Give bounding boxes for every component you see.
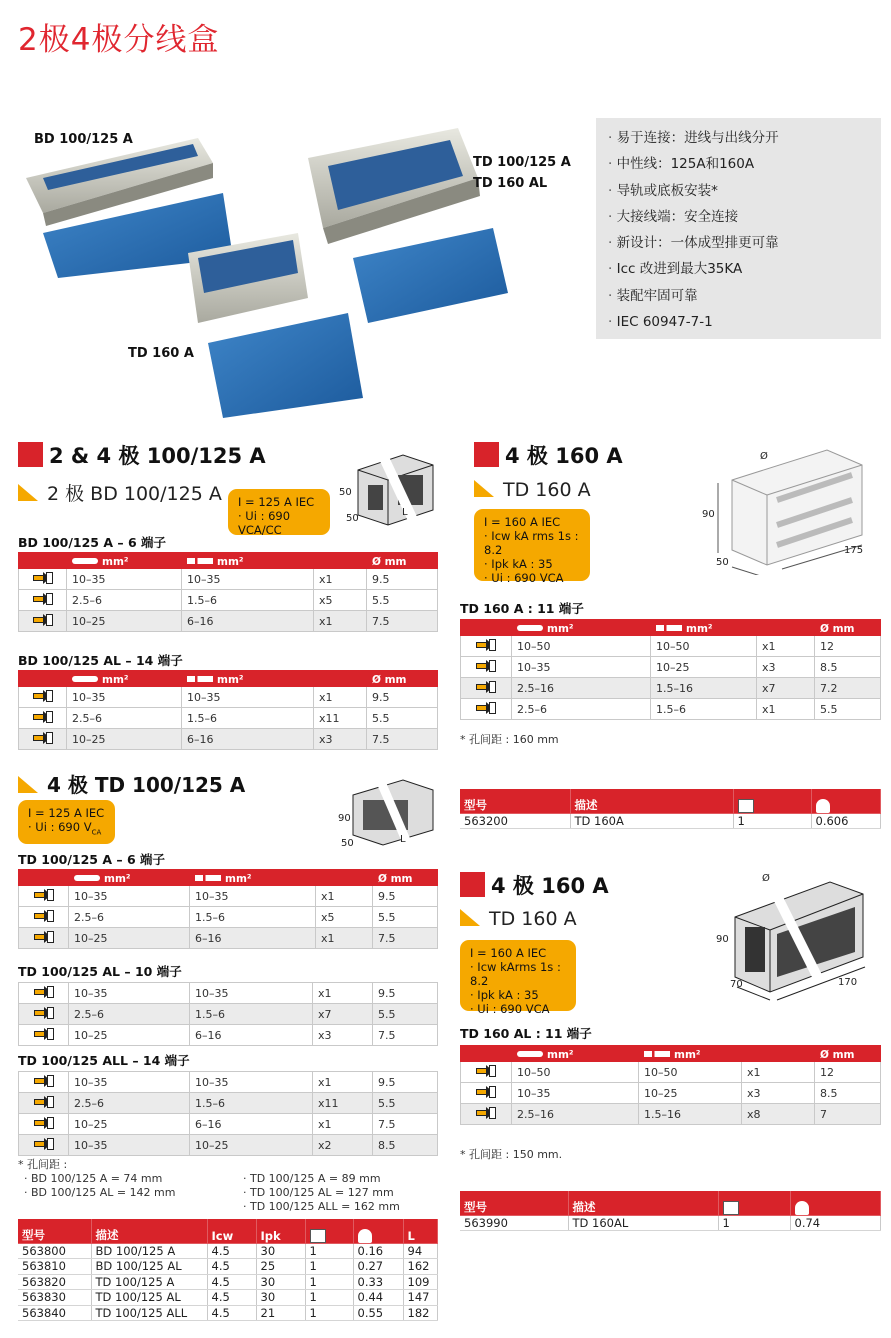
dim-label: 50 (339, 487, 352, 498)
spec-table-s1-t2: mm² mm² Ø mm 10–35 10–35 x1 9.5 2.5–6 1.5–6 x11 5.5 10–25 6–16 x3 7.5 (18, 670, 438, 750)
feature-item: · IEC 60947-7-1 (608, 309, 881, 335)
subsection-title-s3: TD 160 A (474, 479, 591, 501)
spacing-note: * 孔间距 : 150 mm. (460, 1148, 563, 1161)
feature-item: · 易于连接：进线与出线分开 (608, 125, 881, 151)
dim-label: Ø (760, 451, 768, 462)
table-row: 10–50 10–50 x1 12 (461, 636, 881, 657)
terminal-out-icon (34, 931, 54, 943)
spacing-note-2: · TD 100/125 A = 89 mm · TD 100/125 AL = 127 mm · TD 100/125 ALL = 162 mm (243, 1172, 400, 1213)
section-marker (474, 442, 499, 467)
table-row: 10–35 10–25 x3 8.5 (461, 657, 881, 678)
dim-label: 50 (346, 513, 359, 524)
subsection-title-s4: TD 160 A (460, 908, 577, 930)
section-title-s4: 4 极 160 A (460, 870, 609, 900)
dim-label: 90 (338, 813, 351, 824)
section-title-s3: 4 极 160 A (474, 440, 623, 470)
subsection-marker (18, 776, 38, 793)
table-row: 2.5–6 1.5–6 x5 5.5 (19, 907, 438, 928)
feature-list (596, 118, 881, 339)
terminal-out-icon (33, 711, 53, 723)
reference-table-s4: 型号 描述 563990 TD 160AL 1 0.74 (460, 1191, 881, 1231)
spec-table-s3: mm² mm² Ø mm 10–50 10–50 x1 12 10–35 10–25 x3 8.5 2.5–16 1.5–16 x7 7.2 2.5–6 1.5–6 x1 5.5 (460, 619, 881, 720)
dim-label: 175 (844, 545, 864, 556)
table-row: 563830 TD 100/125 AL 4.5 30 1 0.44 147 (18, 1290, 438, 1306)
spec-table-s2-t1: mm² mm² Ø mm 10–35 10–35 x1 9.5 2.5–6 1.5–6 x5 5.5 10–25 6–16 x1 7.5 (18, 869, 438, 949)
table-title: TD 100/125 AL – 10 端子 (18, 964, 182, 979)
table-title: BD 100/125 A – 6 端子 (18, 535, 167, 550)
table-row: 10–35 10–35 x1 9.5 (19, 886, 438, 907)
terminal-out-icon (34, 1096, 54, 1108)
table-row: 10–50 10–50 x1 12 (461, 1062, 881, 1083)
table-row: 10–35 10–35 x1 9.5 (19, 569, 438, 590)
dim-label: 50 (716, 557, 729, 568)
feature-item: · 装配牢固可靠 (608, 283, 881, 309)
feature-item: · 中性线：125A和160A (608, 151, 881, 177)
subsection-title-s1: 2 极 BD 100/125 A (18, 479, 222, 506)
feature-item: · 大接线端：安全连接 (608, 204, 881, 230)
terminal-in-icon (476, 639, 496, 651)
table-row: 563840 TD 100/125 ALL 4.5 21 1 0.55 182 (18, 1305, 438, 1321)
table-row: 10–25 6–16 x3 7.5 (19, 1025, 438, 1046)
table-row: 10–35 10–25 x3 8.5 (461, 1083, 881, 1104)
table-row: 2.5–6 1.5–6 x5 5.5 (19, 590, 438, 611)
td-large-image (308, 128, 480, 244)
terminal-in-icon (33, 572, 53, 584)
terminal-out-icon (33, 593, 53, 605)
td-large-cover-image (353, 228, 508, 323)
section-marker (18, 442, 43, 467)
table-row: 2.5–6 1.5–6 x11 5.5 (19, 1093, 438, 1114)
spec-table-s4: mm² mm² Ø mm 10–50 10–50 x1 12 10–35 10–25 x3 8.5 2.5–16 1.5–16 x8 7 (460, 1045, 881, 1125)
table-row: 10–35 10–35 x1 9.5 (19, 983, 438, 1004)
table-row: 2.5–6 1.5–6 x11 5.5 (19, 708, 438, 729)
dim-label: L (402, 507, 408, 518)
terminal-out-icon (476, 681, 496, 693)
feature-item: · 新设计：一体成型排更可靠 (608, 230, 881, 256)
terminal-out-icon (34, 1138, 54, 1150)
table-title: TD 100/125 A – 6 端子 (18, 852, 166, 867)
dim-label: 50 (341, 838, 354, 849)
feature-item: · Icc 改进到最大35KA (608, 256, 881, 282)
reference-table-s3: 型号 描述 563200 TD 160A 1 0.606 (460, 789, 881, 829)
terminal-in-icon (476, 1065, 496, 1077)
spec-table-s1-t1: mm² mm² Ø mm 10–35 10–35 x1 9.5 2.5–6 1.5–6 x5 5.5 10–25 6–16 x1 7.5 (18, 552, 438, 632)
dim-label: 90 (702, 509, 715, 520)
terminal-out-icon (33, 732, 53, 744)
spacing-note: * 孔间距 : 160 mm (460, 733, 559, 746)
td-small-cover-image (208, 313, 363, 418)
section-title-s1: 2 & 4 极 100/125 A (18, 440, 266, 470)
spec-table-s2-t3 (18, 1071, 438, 1156)
spec-box-s4: I = 160 A IEC · Icw kArms 1s : 8.2 · Ipk kA : 35 · Ui : 690 VCA (460, 940, 576, 1011)
package-icon (738, 799, 754, 813)
package-icon (310, 1229, 326, 1243)
table-title: TD 100/125 ALL – 14 端子 (18, 1053, 190, 1068)
spec-box-s1: I = 125 A IEC · Ui : 690 VCA/CC (228, 489, 330, 535)
weight-icon (358, 1229, 372, 1243)
spec-table-s2-t2 (18, 982, 438, 1046)
reference-table-s2: 型号 描述 Icw Ipk L 563800 BD 100/125 A 4.5 30 1 0.16 94 563810 BD 100/125 AL 4.5 25 1 0.27 162 563820 TD 100/125 A 4.5 30 1 0.33 109 563830 TD 100/125 AL 4.5 30 1 0.44 147 563840 TD 100/125 ALL 4.5 21 1 0.55 182 (18, 1219, 438, 1321)
terminal-out-icon (34, 910, 54, 922)
terminal-in-icon (34, 986, 54, 998)
package-icon (723, 1201, 739, 1215)
table-row: 563810 BD 100/125 AL 4.5 25 1 0.27 162 (18, 1259, 438, 1275)
table-title: BD 100/125 AL – 14 端子 (18, 653, 183, 668)
terminal-out-icon (476, 1086, 496, 1098)
table-row: 10–25 6–16 x1 7.5 (19, 928, 438, 949)
table-row: 10–35 10–25 x2 8.5 (19, 1135, 438, 1156)
subsection-title-s2: 4 极 TD 100/125 A (18, 769, 245, 798)
photo-label-td160: TD 160 A (128, 346, 194, 361)
terminal-in-icon (34, 889, 54, 901)
terminal-out-icon (476, 660, 496, 672)
subsection-marker (18, 484, 38, 501)
table-title: TD 160 AL : 11 端子 (460, 1026, 592, 1041)
spec-box-s3: I = 160 A IEC · Icw kA rms 1s : 8.2 · Ipk kA : 35 · Ui : 690 VCA (474, 509, 590, 581)
table-row: 563990 TD 160AL 1 0.74 (460, 1215, 881, 1231)
weight-icon (816, 799, 830, 813)
table-row: 2.5–6 1.5–6 x1 5.5 (461, 699, 881, 720)
photo-label-td100: TD 100/125 A (473, 155, 571, 170)
table-title: TD 160 A : 11 端子 (460, 601, 584, 616)
dim-label: Ø (762, 873, 770, 884)
terminal-in-icon (33, 690, 53, 702)
table-row: 2.5–16 1.5–16 x8 7 (461, 1104, 881, 1125)
terminal-out-icon (34, 1028, 54, 1040)
table-row: 10–25 6–16 x1 7.5 (19, 611, 438, 632)
dim-label: 170 (838, 977, 858, 988)
terminal-out-icon (476, 702, 496, 714)
table-row: 10–35 10–35 x1 9.5 (19, 1072, 438, 1093)
terminal-out-icon (33, 614, 53, 626)
terminal-out-icon (476, 1107, 496, 1119)
subsection-marker (460, 909, 480, 926)
photo-label-bd: BD 100/125 A (34, 132, 133, 147)
feature-item: · 导轨或底板安装* (608, 178, 881, 204)
dim-label: 90 (716, 934, 729, 945)
dim-label: L (400, 834, 406, 845)
terminal-in-icon (34, 1075, 54, 1087)
table-row: 2.5–16 1.5–16 x7 7.2 (461, 678, 881, 699)
table-row: 2.5–6 1.5–6 x7 5.5 (19, 1004, 438, 1025)
subsection-marker (474, 480, 494, 497)
terminal-out-icon (34, 1117, 54, 1129)
page-title: 2极4极分线盒 (18, 22, 220, 58)
table-row: 563820 TD 100/125 A 4.5 30 1 0.33 109 (18, 1274, 438, 1290)
spacing-note: * 孔间距 : · BD 100/125 A = 74 mm · BD 100/125 AL = 142 mm (18, 1158, 176, 1199)
dim-label: 70 (730, 979, 743, 990)
spec-box-s2: I = 125 A IEC · Ui : 690 $V_{CA}$ (18, 800, 115, 844)
section-marker (460, 872, 485, 897)
table-row: 10–35 10–35 x1 9.5 (19, 687, 438, 708)
weight-icon (795, 1201, 809, 1215)
photo-label-td160al: TD 160 AL (473, 176, 548, 191)
terminal-out-icon (34, 1007, 54, 1019)
table-row: 563800 BD 100/125 A 4.5 30 1 0.16 94 (18, 1243, 438, 1259)
table-row: 10–25 6–16 x3 7.5 (19, 729, 438, 750)
table-row: 563200 TD 160A 1 0.606 (460, 813, 881, 829)
table-row: 10–25 6–16 x1 7.5 (19, 1114, 438, 1135)
